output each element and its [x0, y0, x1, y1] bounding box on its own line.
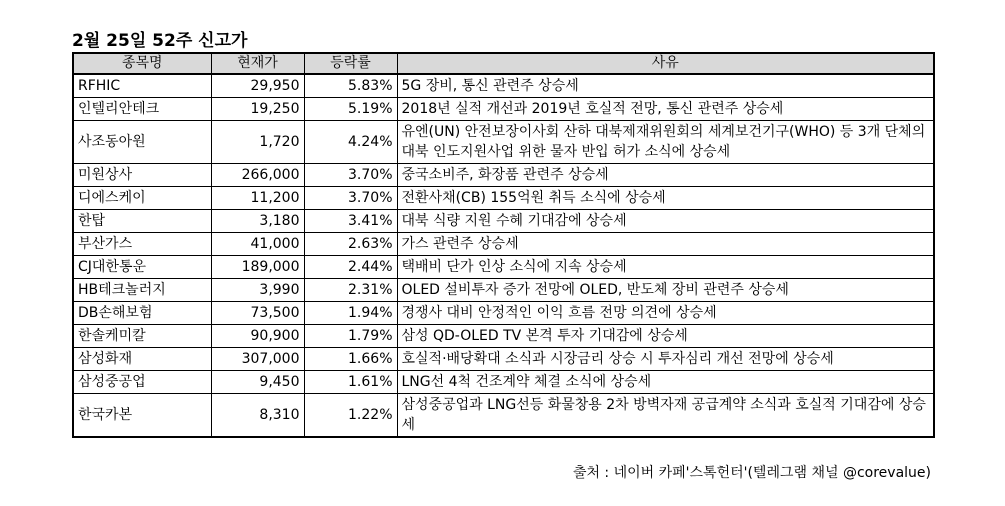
stock-price: 266,000: [211, 164, 304, 187]
stock-change: 5.19%: [304, 98, 397, 121]
column-header-price: 현재가: [211, 53, 304, 74]
stock-change: 2.44%: [304, 256, 397, 279]
stock-price: 73,500: [211, 302, 304, 325]
table-row: [73, 394, 934, 438]
stock-change: 2.31%: [304, 279, 397, 302]
table-header-row: [73, 53, 934, 74]
stock-price: 8,310: [211, 394, 304, 438]
new-high-table: [72, 52, 935, 438]
table-row: [73, 233, 934, 256]
stock-reason: OLED 설비투자 증가 전망에 OLED, 반도체 장비 관련주 상승세: [397, 279, 934, 302]
stock-reason: 유엔(UN) 안전보장이사회 산하 대북제재위원회의 세계보건기구(WHO) 등 3개 단체의 대북 인도지원사업 위한 물자 반입 허가 소식에 상승세: [397, 121, 934, 164]
stock-reason: 삼성 QD-OLED TV 본격 투자 기대감에 상승세: [397, 325, 934, 348]
stock-reason: LNG선 4척 건조계약 체결 소식에 상승세: [397, 371, 934, 394]
stock-price: 3,990: [211, 279, 304, 302]
stock-change: 1.94%: [304, 302, 397, 325]
stock-name: 한솔케미칼: [73, 325, 211, 348]
stock-name: HB테크놀러지: [73, 279, 211, 302]
stock-price: 1,720: [211, 121, 304, 164]
stock-change: 1.22%: [304, 394, 397, 438]
table-row: [73, 121, 934, 164]
stock-price: 90,900: [211, 325, 304, 348]
stock-price: 189,000: [211, 256, 304, 279]
stock-change: 1.66%: [304, 348, 397, 371]
stock-price: 29,950: [211, 74, 304, 98]
stock-change: 3.41%: [304, 210, 397, 233]
stock-name: 미원상사: [73, 164, 211, 187]
stock-reason: 삼성중공업과 LNG선등 화물창용 2차 방벽자재 공급계약 소식과 호실적 기대감에 상승세: [397, 394, 934, 438]
stock-reason: 중국소비주, 화장품 관련주 상승세: [397, 164, 934, 187]
stock-change: 4.24%: [304, 121, 397, 164]
table-row: [73, 279, 934, 302]
stock-reason: 2018년 실적 개선과 2019년 호실적 전망, 통신 관련주 상승세: [397, 98, 934, 121]
table-row: [73, 256, 934, 279]
stock-name: 사조동아원: [73, 121, 211, 164]
stock-price: 3,180: [211, 210, 304, 233]
stock-reason: 경쟁사 대비 안정적인 이익 흐름 전망 의견에 상승세: [397, 302, 934, 325]
table-row: [73, 164, 934, 187]
stock-reason: 택배비 단가 인상 소식에 지속 상승세: [397, 256, 934, 279]
stock-price: 11,200: [211, 187, 304, 210]
stock-reason: 전환사채(CB) 155억원 취득 소식에 상승세: [397, 187, 934, 210]
stock-change: 1.61%: [304, 371, 397, 394]
stock-change: 1.79%: [304, 325, 397, 348]
table-row: [73, 210, 934, 233]
stock-reason: 5G 장비, 통신 관련주 상승세: [397, 74, 934, 98]
stock-name: 삼성중공업: [73, 371, 211, 394]
table-row: [73, 348, 934, 371]
stock-price: 19,250: [211, 98, 304, 121]
stock-price: 9,450: [211, 371, 304, 394]
stock-reason: 가스 관련주 상승세: [397, 233, 934, 256]
source-note: 출처 : 네이버 카페'스톡헌터'(텔레그램 채널 @corevalue): [572, 465, 931, 481]
stock-reason: 대북 식량 지원 수혜 기대감에 상승세: [397, 210, 934, 233]
table-row: [73, 98, 934, 121]
column-header-reason: 사유: [397, 53, 934, 74]
stock-name: 한탑: [73, 210, 211, 233]
stock-name: 한국카본: [73, 394, 211, 438]
stock-change: 2.63%: [304, 233, 397, 256]
stock-change: 3.70%: [304, 164, 397, 187]
stock-reason: 호실적·배당확대 소식과 시장금리 상승 시 투자심리 개선 전망에 상승세: [397, 348, 934, 371]
stock-name: 삼성화재: [73, 348, 211, 371]
column-header-name: 종목명: [73, 53, 211, 74]
stock-price: 41,000: [211, 233, 304, 256]
stock-price: 307,000: [211, 348, 304, 371]
table-row: [73, 302, 934, 325]
stock-name: 디에스케이: [73, 187, 211, 210]
stock-change: 5.83%: [304, 74, 397, 98]
stock-name: CJ대한통운: [73, 256, 211, 279]
table-row: [73, 187, 934, 210]
stock-name: 인텔리안테크: [73, 98, 211, 121]
stock-name: DB손해보험: [73, 302, 211, 325]
table-row: [73, 371, 934, 394]
stock-name: 부산가스: [73, 233, 211, 256]
stock-name: RFHIC: [73, 74, 211, 98]
column-header-change: 등락률: [304, 53, 397, 74]
page-title: 2월 25일 52주 신고가: [72, 31, 248, 51]
stock-change: 3.70%: [304, 187, 397, 210]
table-row: [73, 325, 934, 348]
table-row: [73, 74, 934, 98]
